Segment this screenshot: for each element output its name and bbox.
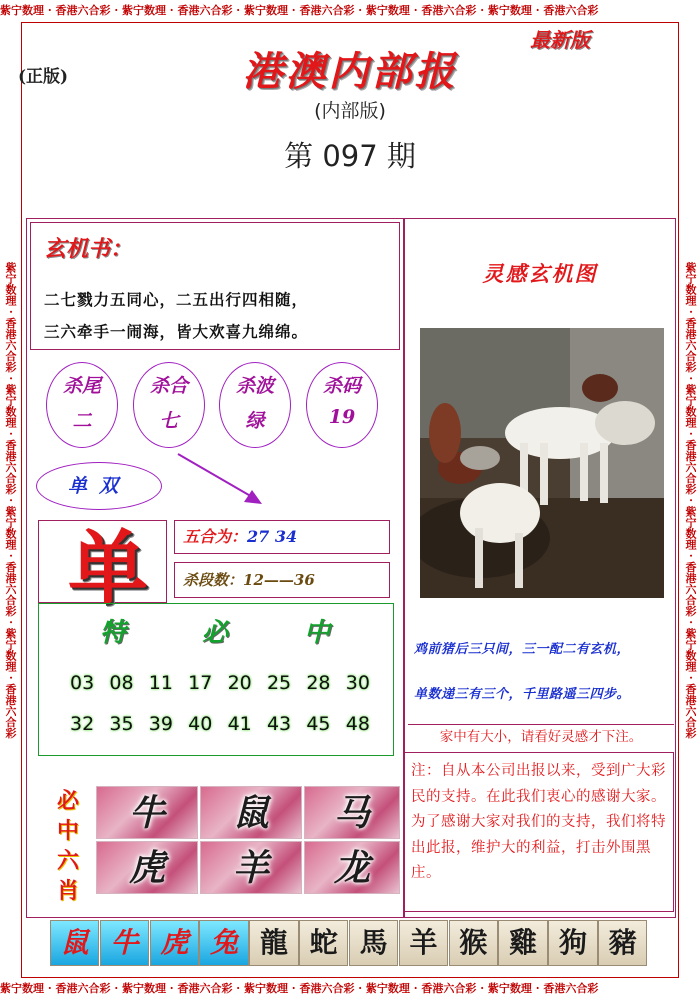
goats-photo [420, 328, 664, 598]
number: 17 [188, 672, 213, 694]
six-zodiac-label-char: 中 [56, 818, 79, 844]
xuanji-line-1: 二七戮力五同心，二五出行四相随， [44, 290, 309, 309]
oval-value: 绿 [245, 410, 265, 432]
zodiac-tile: 鼠 [200, 786, 302, 839]
oval-value: 七 [159, 410, 179, 432]
number: 48 [345, 713, 370, 735]
zodiac-tile: 龙 [304, 841, 400, 894]
six-zodiac-label [50, 786, 86, 906]
number: 40 [188, 713, 213, 735]
special-title-char: 中 [303, 618, 330, 648]
issue-suffix: 期 [386, 139, 416, 173]
zodiac-tiger: 虎 [150, 920, 199, 966]
number: 30 [345, 672, 370, 694]
six-zodiac-label-char: 必 [56, 788, 79, 814]
oval-value: 19 [328, 406, 356, 428]
number: 08 [109, 672, 134, 694]
zodiac-tile: 虎 [96, 841, 198, 894]
zodiac-tile: 牛 [96, 786, 198, 839]
goats-image [420, 328, 664, 598]
numbers-row-2 [70, 713, 370, 735]
oval-kill-wave [219, 362, 291, 448]
oval-label: 杀尾 [62, 375, 101, 397]
inspiration-title: 灵感玄机图 [482, 261, 598, 286]
oval-label: 杀波 [235, 375, 274, 397]
border-left-text: 紫宁数理 · 香港六合彩 · 紫宁数理 · 香港六合彩 · 紫宁数理 · 香港六合彩 · 紫宁数理 · 香港六合彩 [4, 261, 17, 739]
big-char: 单 [68, 521, 148, 615]
special-title-char: 特 [100, 618, 127, 648]
xuanji-line-2: 三六牵手一闹海，皆大欢喜九绵绵。 [44, 322, 309, 341]
numbers-row-1 [70, 672, 370, 694]
issue-number [240, 134, 460, 175]
zodiac-tile: 马 [304, 786, 400, 839]
number: 39 [148, 713, 173, 735]
newest-badge: 最新版 [530, 28, 590, 52]
special-title [100, 612, 330, 649]
oval-kill-code [306, 362, 378, 448]
arrow-icon [170, 448, 270, 510]
kill-segment-box [174, 562, 390, 598]
number: 32 [70, 713, 95, 735]
inspiration-poem-line-2: 单数递三有三个，千里路遥三四步。 [414, 687, 631, 702]
zodiac-bar [50, 920, 648, 968]
border-right-text: 紫宁数理 · 香港六合彩 · 紫宁数理 · 香港六合彩 · 紫宁数理 · 香港六合彩 · 紫宁数理 · 香港六合彩 [684, 261, 697, 739]
zodiac-goat: 羊 [399, 920, 448, 966]
number: 25 [266, 672, 292, 694]
zodiac-dragon: 龍 [249, 920, 298, 966]
number: 41 [227, 713, 252, 735]
number: 03 [70, 672, 95, 694]
oval-value: 二 [72, 410, 92, 432]
page-subtitle: (内部版) [314, 100, 386, 122]
family-note: 家中有大小，请看好灵感才下注。 [408, 724, 674, 748]
zodiac-snake: 蛇 [299, 920, 348, 966]
zodiac-rabbit: 兔 [199, 920, 248, 966]
zodiac-pig: 豬 [598, 920, 647, 966]
zodiac-rooster: 雞 [498, 920, 547, 966]
zodiac-horse: 馬 [349, 920, 398, 966]
five-combine-value: 27 34 [247, 527, 298, 546]
page-title: 港澳内部报 [242, 48, 458, 95]
xuanji-title: 玄机书： [44, 236, 133, 262]
six-zodiac-label-char: 六 [56, 848, 79, 874]
zodiac-tile: 羊 [200, 841, 302, 894]
number: 43 [266, 713, 292, 735]
oval-kill-tail [46, 362, 118, 448]
zodiac-ox: 牛 [100, 920, 149, 966]
oval-label: 杀合 [149, 375, 188, 397]
zodiac-monkey: 猴 [449, 920, 498, 966]
oval-kill-sum [133, 362, 205, 448]
number: 45 [306, 713, 331, 735]
oval-label: 杀码 [322, 375, 361, 397]
number: 28 [306, 672, 331, 694]
edition-label: (正版) [18, 67, 69, 87]
odd-even-oval: 单双 [36, 462, 162, 510]
inspiration-poem-line-1: 鸡前猪后三只间，三一配二有玄机， [414, 642, 631, 657]
number: 11 [148, 672, 173, 694]
border-top-text: 紫宁数理 · 香港六合彩 · 紫宁数理 · 香港六合彩 · 紫宁数理 · 香港六合彩 · 紫宁数理 · 香港六合彩 · 紫宁数理 · 香港六合彩 [0, 4, 599, 17]
zodiac-rat: 鼠 [50, 920, 99, 966]
number: 20 [227, 672, 252, 694]
kill-segment-label: 杀段数： [183, 571, 244, 589]
five-combine-label: 五合为： [183, 527, 248, 546]
issue-value: 097 [322, 139, 378, 173]
zodiac-dog: 狗 [548, 920, 597, 966]
six-zodiac-label-char: 肖 [56, 878, 79, 904]
kill-segment-value: 12——36 [243, 571, 315, 589]
number: 35 [109, 713, 134, 735]
border-bottom-text: 紫宁数理 · 香港六合彩 · 紫宁数理 · 香港六合彩 · 紫宁数理 · 香港六合彩 · 紫宁数理 · 香港六合彩 · 紫宁数理 · 香港六合彩 [0, 982, 599, 995]
issue-prefix: 第 [284, 139, 314, 173]
notice-text: 注：自从本公司出报以来，受到广大彩民的支持。在此我们衷心的感谢大家。为了感谢大家对我们的支持，我们将特出此报，维护大的利益，打击外围黑庄。 [404, 752, 674, 912]
five-combine-box [174, 520, 390, 554]
special-title-char: 必 [201, 618, 228, 648]
